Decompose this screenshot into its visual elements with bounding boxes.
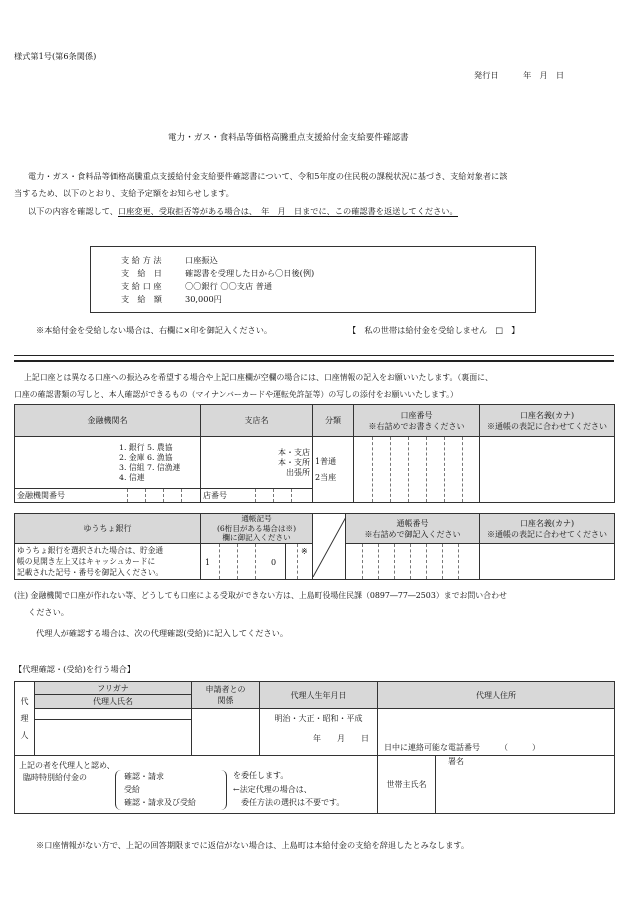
divider [14,355,614,356]
proxy-table [14,681,615,814]
contact-note-1: (注) 金融機関で口座が作れない等、どうしても口座による受取ができない方は、上島町役場住民課（0897―77―2503）までお問い合わせ [14,591,507,600]
bank-account-table [14,404,615,503]
branch-header: 支店名 [201,405,313,437]
payment-value: 30,000円 [185,294,222,304]
proxy-name-header: 代理人氏名 [35,695,192,709]
intro-line-3a: 以下の内容を確認して、 [28,206,118,216]
householder-label: 世帯主氏名 [378,756,436,814]
account-number-header: 口座番号 ※右詰めでお書きください [354,405,480,437]
decline-checkbox[interactable]: 【 私の世帯は給付金を受給しません □ 】 [348,325,520,335]
account-intro-1: 上記口座とは異なる口座への振込みを希望する場合や上記口座欄が空欄の場合には、口座情報の記入をお願いいたします。（裏面に、 [24,373,493,382]
payment-value: 〇〇銀行 〇〇支店 普通 [185,281,273,291]
payment-value: 確認書を受理した日から〇日後(例) [185,268,315,278]
yucho-table [14,513,615,580]
address-field[interactable]: 日中に連絡可能な電話番号 （ ） [378,709,615,756]
account-intro-2: 口座の確認書類の写しと、本人確認ができるもの（マイナンバーカードや運転免許証等）の写しの添付をお願いいたします。） [14,390,458,399]
payment-label: 支 給 日 [121,268,162,278]
intro-line-2: 当するため、以下のとおり、支給予定額をお知らせします。 [14,188,234,198]
yucho-header: ゆうちょ銀行 [15,514,201,544]
account-number-field[interactable] [354,437,480,503]
signature-field[interactable]: 署名 [436,756,615,814]
passbook-number-field[interactable] [346,544,480,580]
payment-row [121,280,314,293]
relation-header: 申請者との 関係 [192,682,260,709]
dob-header: 代理人生年月日 [260,682,378,709]
type-header: 分類 [313,405,354,437]
intro-deadline: 口座変更、受取拒否等がある場合は、 年 月 日までに、この確認書を返送してください。 [117,206,458,216]
payment-row [121,293,314,306]
document-title: 電力・ガス・食料品等価格高騰重点支援給付金支給要件確認書 [168,133,409,143]
payment-label: 支 給 方 法 [121,255,162,265]
yucho-holder-header: 口座名義(カナ) ※通帳の表記に合わせてください [480,514,615,544]
furigana-field[interactable] [35,709,192,720]
proxy-name-field[interactable] [35,720,192,756]
footer-note: ※口座情報がない方で、上記の回答期限までに返信がない場合は、上島町は本給付金の支給を辞退したとみなします。 [36,840,470,850]
dob-field[interactable]: 明治・大正・昭和・平成 年 月 日 [260,709,378,756]
issue-date: 発行日 年 月 日 [474,70,565,80]
passbook-number-header: 通帳番号 ※右詰めで御記入ください [346,514,480,544]
passbook-symbol-header: 通帳記号 (6桁目がある場合は※) 欄に御記入ください [201,514,313,544]
account-type-options[interactable]: 1普通 2当座 [313,437,354,503]
diagonal-line [313,517,346,577]
intro-line-3 [28,206,458,217]
delegation-options[interactable]: 確認・請求 受給 確認・請求及び受給 [115,770,227,810]
divider [14,360,614,362]
yucho-note: ゆうちょ銀行を選択された場合は、貯金通 帳の見開き左上又はキャッシュカードに 記載された記号・番号を御記入ください。 [15,544,201,580]
bank-options[interactable]: 1. 銀行 5. 農協 2. 金庫 6. 漁協 3. 信組 7. 信漁連 4. 信連 [15,437,201,489]
branch-options[interactable]: 本・支店 本・支所 出張所 [201,437,313,489]
payment-info-box [90,246,536,313]
payment-label: 支 給 額 [121,294,162,304]
relation-field[interactable] [192,709,260,756]
yucho-holder-field[interactable] [480,544,615,580]
payment-label: 支 給 口 座 [121,281,162,291]
contact-note-2: ください。 [28,607,69,617]
account-holder-header: 口座名義(カナ) ※通帳の表記に合わせてください [480,405,615,437]
account-holder-field[interactable] [480,437,615,503]
payment-row [121,267,314,280]
form-number: 様式第1号(第6条関係) [14,51,97,61]
payment-value: 口座振込 [185,255,218,265]
proxy-section-title: 【代理確認・(受給)を行う場合】 [14,664,136,674]
proxy-side-label: 代 理 人 [15,682,35,756]
passbook-symbol-field[interactable]: 1 0 ※ [201,544,313,580]
diagonal-cell [313,514,346,580]
delegation-cell: 上記の者を代理人と認め、 臨時特別給付金の 確認・請求 受給 確認・請求及び受給 を委任します。 ←法定代理の場合は、 委任方法の選択は不要です。 [15,756,378,814]
branch-code-field[interactable]: 店番号 [201,489,313,503]
furigana-header: フリガナ [35,682,192,695]
proxy-instruction: 代理人が確認する場合は、次の代理確認(受給)に記入してください。 [36,628,289,638]
intro-line-1: 電力・ガス・食料品等価格高騰重点支援給付金支給要件確認書について、令和5年度の住民税の課税状況に基づき、支給対象者に該 [28,171,508,181]
address-header: 代理人住所 [378,682,615,709]
bank-code-field[interactable]: 金融機関番号 [15,489,201,503]
payment-row [121,254,314,267]
bank-name-header: 金融機関名 [15,405,201,437]
decline-note: ※本給付金を受給しない場合は、右欄に×印を御記入ください。 [36,325,273,335]
